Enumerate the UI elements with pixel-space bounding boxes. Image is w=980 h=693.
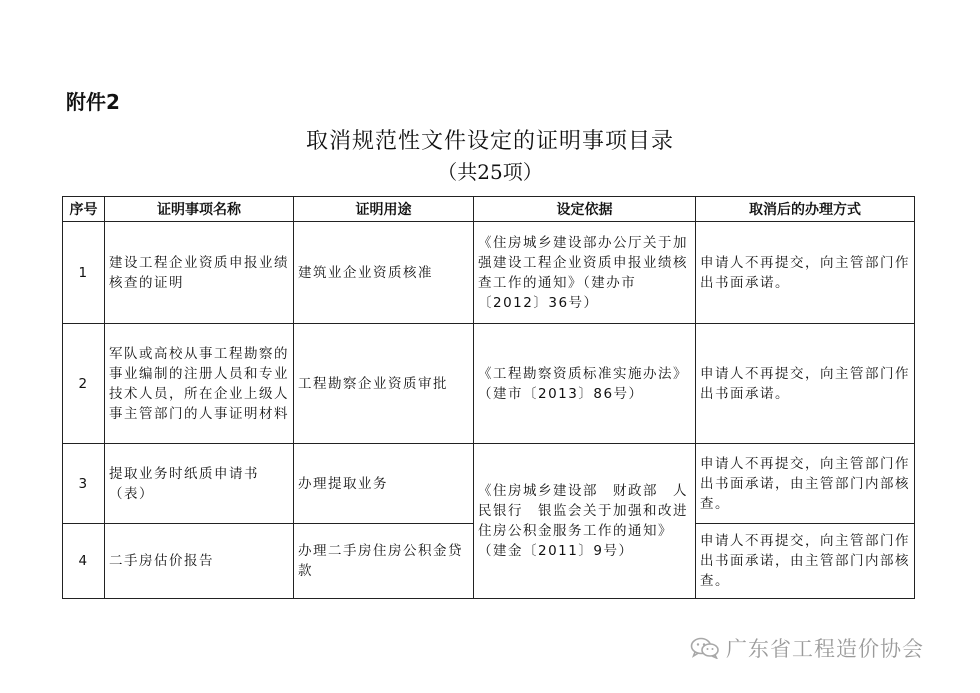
cell-method: 申请人不再提交，向主管部门作出书面承诺。 <box>696 324 915 444</box>
wechat-icon <box>690 637 720 659</box>
column-header-basis: 设定依据 <box>474 197 696 222</box>
cell-basis: 《住房城乡建设部 财政部 人民银行 银监会关于加强和改进住房公积金服务工作的通知》（建金〔2011〕9号） <box>474 444 696 599</box>
cell-basis: 《工程勘察资质标准实施办法》（建市〔2013〕86号） <box>474 324 696 444</box>
cell-method: 申请人不再提交，向主管部门作出书面承诺，由主管部门内部核查。 <box>696 524 915 599</box>
table-row <box>63 444 915 524</box>
cell-no: 3 <box>63 444 105 524</box>
cell-use: 办理提取业务 <box>294 444 474 524</box>
cell-use: 工程勘察企业资质审批 <box>294 324 474 444</box>
wechat-watermark <box>690 633 924 663</box>
table-row <box>63 222 915 324</box>
cell-no: 4 <box>63 524 105 599</box>
column-header-name: 证明事项名称 <box>105 197 294 222</box>
certificate-table <box>62 196 915 599</box>
cell-name: 建设工程企业资质申报业绩核查的证明 <box>105 222 294 324</box>
cell-name: 提取业务时纸质申请书（表） <box>105 444 294 524</box>
watermark-text: 广东省工程造价协会 <box>726 637 924 661</box>
cell-name: 军队或高校从事工程勘察的事业编制的注册人员和专业技术人员，所在企业上级人事主管部门的人事证明材料 <box>105 324 294 444</box>
cell-method: 申请人不再提交，向主管部门作出书面承诺。 <box>696 222 915 324</box>
column-header-method: 取消后的办理方式 <box>696 197 915 222</box>
attachment-label: 附件2 <box>66 90 120 114</box>
cell-name: 二手房估价报告 <box>105 524 294 599</box>
table-row <box>63 324 915 444</box>
cell-use: 办理二手房住房公积金贷款 <box>294 524 474 599</box>
column-header-no: 序号 <box>63 197 105 222</box>
cell-no: 2 <box>63 324 105 444</box>
document-subtitle: （共25项） <box>437 160 543 184</box>
table-header-row <box>63 197 915 222</box>
cell-method: 申请人不再提交，向主管部门作出书面承诺，由主管部门内部核查。 <box>696 444 915 524</box>
document-title: 取消规范性文件设定的证明事项目录 <box>305 129 674 154</box>
cell-no: 1 <box>63 222 105 324</box>
cell-basis: 《住房城乡建设部办公厅关于加强建设工程企业资质申报业绩核查工作的通知》（建办市〔2012〕36号） <box>474 222 696 324</box>
column-header-use: 证明用途 <box>294 197 474 222</box>
cell-use: 建筑业企业资质核准 <box>294 222 474 324</box>
